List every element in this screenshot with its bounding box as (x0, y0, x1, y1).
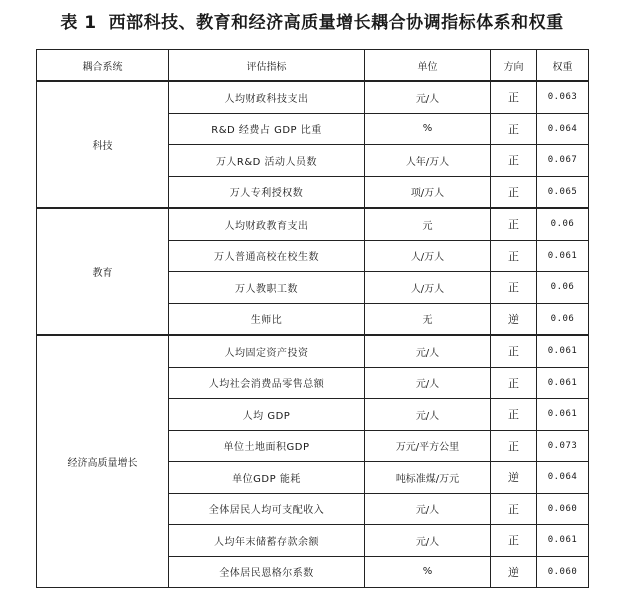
coupling-system-cell: 经济高质量增长 (37, 335, 169, 588)
weight-cell: 0.06 (537, 272, 589, 304)
weight-cell: 0.06 (537, 303, 589, 335)
direction-cell: 正 (491, 525, 537, 557)
unit-cell: 元/人 (365, 399, 491, 431)
indicator-cell: 人均 GDP (169, 399, 365, 431)
weight-cell: 0.063 (537, 81, 589, 113)
table-title (0, 8, 624, 33)
unit-cell: 人/万人 (365, 240, 491, 272)
weight-cell: 0.073 (537, 430, 589, 462)
table-row (37, 81, 589, 113)
indicator-cell: 单位GDP 能耗 (169, 462, 365, 494)
indicator-cell: 万人专利授权数 (169, 176, 365, 208)
unit-cell: 元/人 (365, 367, 491, 399)
header-direction: 方向 (491, 50, 537, 82)
unit-cell: 项/万人 (365, 176, 491, 208)
table-header (37, 50, 589, 82)
unit-cell: 元/人 (365, 81, 491, 113)
direction-cell: 正 (491, 335, 537, 367)
weight-cell: 0.061 (537, 240, 589, 272)
weight-cell: 0.060 (537, 556, 589, 588)
indicator-cell: 人均社会消费品零售总额 (169, 367, 365, 399)
direction-cell: 正 (491, 272, 537, 304)
weight-cell: 0.067 (537, 145, 589, 177)
unit-cell: 万元/平方公里 (365, 430, 491, 462)
direction-cell: 正 (491, 208, 537, 240)
header-unit: 单位 (365, 50, 491, 82)
indicator-cell: 万人普通高校在校生数 (169, 240, 365, 272)
indicator-cell: 全体居民恩格尔系数 (169, 556, 365, 588)
direction-cell: 正 (491, 399, 537, 431)
indicator-cell: 人均财政科技支出 (169, 81, 365, 113)
unit-cell: 元 (365, 208, 491, 240)
unit-cell: 人/万人 (365, 272, 491, 304)
unit-cell: 元/人 (365, 335, 491, 367)
indicator-cell: 万人教职工数 (169, 272, 365, 304)
direction-cell: 逆 (491, 303, 537, 335)
unit-cell: % (365, 113, 491, 145)
indicator-cell: 单位土地面积GDP (169, 430, 365, 462)
direction-cell: 正 (491, 145, 537, 177)
coupling-system-cell: 科技 (37, 81, 169, 208)
header-row (37, 50, 589, 82)
direction-cell: 正 (491, 113, 537, 145)
weight-cell: 0.064 (537, 113, 589, 145)
weight-cell: 0.060 (537, 493, 589, 525)
indicator-cell: 万人R&D 活动人员数 (169, 145, 365, 177)
indicator-cell: 全体居民人均可支配收入 (169, 493, 365, 525)
direction-cell: 正 (491, 81, 537, 113)
weight-cell: 0.064 (537, 462, 589, 494)
unit-cell: 元/人 (365, 493, 491, 525)
table-row (37, 335, 589, 367)
direction-cell: 正 (491, 240, 537, 272)
weight-cell: 0.061 (537, 335, 589, 367)
indicator-cell: R&D 经费占 GDP 比重 (169, 113, 365, 145)
header-weight: 权重 (537, 50, 589, 82)
coupling-system-cell: 教育 (37, 208, 169, 335)
unit-cell: % (365, 556, 491, 588)
weight-cell: 0.061 (537, 367, 589, 399)
unit-cell: 无 (365, 303, 491, 335)
direction-cell: 正 (491, 176, 537, 208)
table-number: 表 1 (60, 13, 97, 33)
direction-cell: 正 (491, 367, 537, 399)
weight-cell: 0.061 (537, 399, 589, 431)
indicator-weight-table (36, 49, 589, 588)
table-caption: 西部科技、教育和经济高质量增长耦合协调指标体系和权重 (108, 13, 564, 33)
indicator-cell: 人均固定资产投资 (169, 335, 365, 367)
weight-cell: 0.06 (537, 208, 589, 240)
unit-cell: 元/人 (365, 525, 491, 557)
direction-cell: 正 (491, 493, 537, 525)
direction-cell: 逆 (491, 556, 537, 588)
header-indicator: 评估指标 (169, 50, 365, 82)
table-row (37, 208, 589, 240)
weight-cell: 0.065 (537, 176, 589, 208)
indicator-cell: 人均财政教育支出 (169, 208, 365, 240)
direction-cell: 正 (491, 430, 537, 462)
unit-cell: 人年/万人 (365, 145, 491, 177)
indicator-cell: 生师比 (169, 303, 365, 335)
header-system: 耦合系统 (37, 50, 169, 82)
unit-cell: 吨标准煤/万元 (365, 462, 491, 494)
direction-cell: 逆 (491, 462, 537, 494)
weight-cell: 0.061 (537, 525, 589, 557)
table-body (37, 81, 589, 588)
indicator-cell: 人均年末储蓄存款余额 (169, 525, 365, 557)
